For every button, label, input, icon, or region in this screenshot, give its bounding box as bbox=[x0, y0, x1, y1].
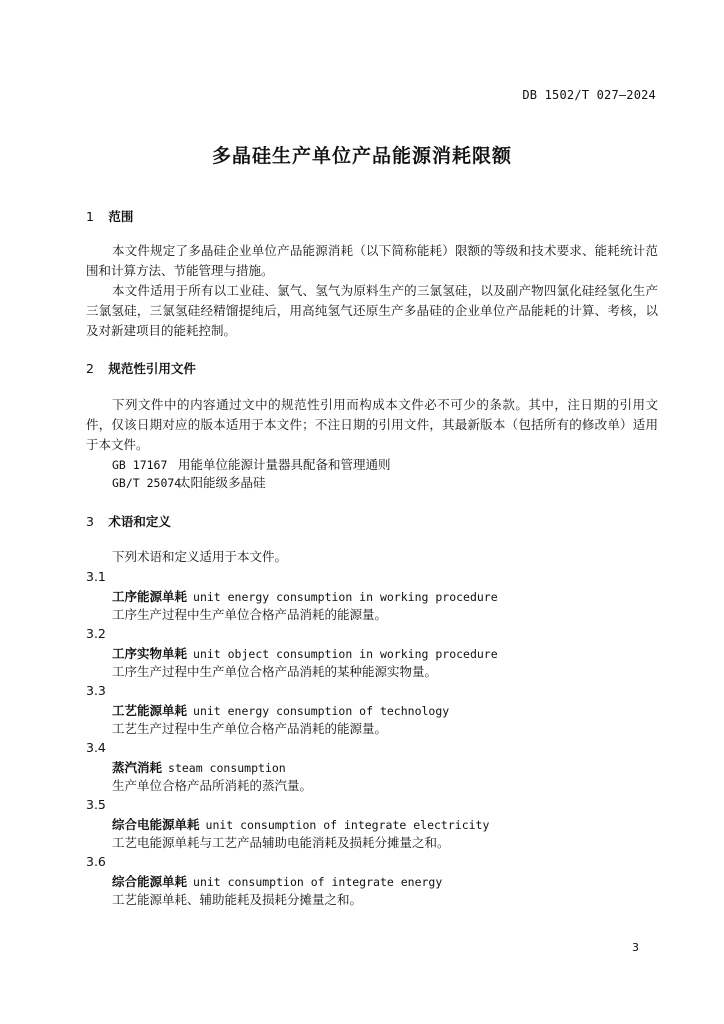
term-name bbox=[112, 644, 498, 662]
term-definition: 工序生产过程中生产单位合格产品消耗的某种能源实物量。 bbox=[112, 664, 438, 679]
term-name-zh: 蒸汽消耗 bbox=[112, 760, 163, 775]
page-title: 多晶硅生产单位产品能源消耗限额 bbox=[211, 145, 512, 167]
term-name-en: unit consumption of integrate energy bbox=[193, 875, 443, 889]
reference-code: GB 17167 bbox=[112, 458, 168, 472]
term-name-zh: 工序能源单耗 bbox=[112, 589, 188, 604]
term-name-zh: 综合电能源单耗 bbox=[112, 817, 200, 832]
term-name bbox=[112, 587, 498, 605]
term-number: 3.6 bbox=[86, 854, 106, 869]
paragraph: 本文件规定了多晶硅企业单位产品能源消耗（以下简称能耗）限额的等级和技术要求、能耗统计范围和计算方法、节能管理与措施。 bbox=[86, 243, 658, 278]
term-definition: 生产单位合格产品所消耗的蒸汽量。 bbox=[112, 778, 313, 793]
section-number: 3 bbox=[86, 514, 94, 529]
term-name-en: unit energy consumption in working procedure bbox=[193, 590, 498, 604]
term-name bbox=[112, 872, 442, 890]
term-name-en: unit energy consumption of technology bbox=[193, 704, 450, 718]
term-name-zh: 综合能源单耗 bbox=[112, 874, 188, 889]
section-title: 术语和定义 bbox=[108, 514, 171, 529]
section-heading-1 bbox=[86, 207, 133, 225]
term-number: 3.4 bbox=[86, 740, 106, 755]
term-number: 3.1 bbox=[86, 569, 106, 584]
term-number: 3.5 bbox=[86, 797, 106, 812]
section-number: 2 bbox=[86, 361, 94, 376]
paragraph: 本文件适用于所有以工业硅、氯气、氢气为原料生产的三氯氢硅，以及副产物四氯化硅经氢化生产三氯氢硅，三氯氢硅经精馏提纯后，用高纯氢气还原生产多晶硅的企业单位产品能耗的计算、考核，以及对新建项目的能耗控制。 bbox=[86, 283, 658, 338]
term-name-zh: 工序实物单耗 bbox=[112, 646, 188, 661]
term-definition: 工艺电能源单耗与工艺产品辅助电能消耗及损耗分摊量之和。 bbox=[112, 835, 450, 850]
section-heading-2 bbox=[86, 359, 196, 377]
reference-title: 用能单位能源计量器具配备和管理通则 bbox=[177, 457, 391, 472]
section-title: 范围 bbox=[108, 209, 134, 224]
document-code: DB 1502/T 027—2024 bbox=[522, 88, 656, 102]
reference-item bbox=[112, 455, 391, 473]
term-number: 3.2 bbox=[86, 626, 106, 641]
term-definition: 工艺能源单耗、辅助能耗及损耗分摊量之和。 bbox=[112, 892, 363, 907]
term-name bbox=[112, 758, 286, 776]
term-name-en: steam consumption bbox=[168, 761, 286, 775]
term-name-en: unit object consumption in working procedure bbox=[193, 647, 498, 661]
term-number: 3.3 bbox=[86, 683, 106, 698]
term-name-en: unit consumption of integrate electricity bbox=[205, 818, 490, 832]
terms-intro: 下列术语和定义适用于本文件。 bbox=[112, 549, 288, 564]
section-heading-3 bbox=[86, 512, 171, 530]
reference-title: 太阳能级多晶硅 bbox=[177, 475, 266, 490]
term-name bbox=[112, 701, 449, 719]
term-definition: 工序生产过程中生产单位合格产品消耗的能源量。 bbox=[112, 607, 388, 622]
paragraph: 下列文件中的内容通过文中的规范性引用而构成本文件必不可少的条款。其中，注日期的引用文件，仅该日期对应的版本适用于本文件；不注日期的引用文件，其最新版本（包括所有的修改单）适用于本文件。 bbox=[86, 397, 658, 452]
page-number: 3 bbox=[632, 941, 639, 954]
term-name bbox=[112, 815, 489, 833]
reference-item bbox=[112, 473, 266, 491]
term-definition: 工艺生产过程中生产单位合格产品消耗的能源量。 bbox=[112, 721, 388, 736]
section-title: 规范性引用文件 bbox=[108, 361, 196, 376]
reference-code: GB/T 25074 bbox=[112, 476, 182, 490]
section-number: 1 bbox=[86, 209, 94, 224]
term-name-zh: 工艺能源单耗 bbox=[112, 703, 188, 718]
